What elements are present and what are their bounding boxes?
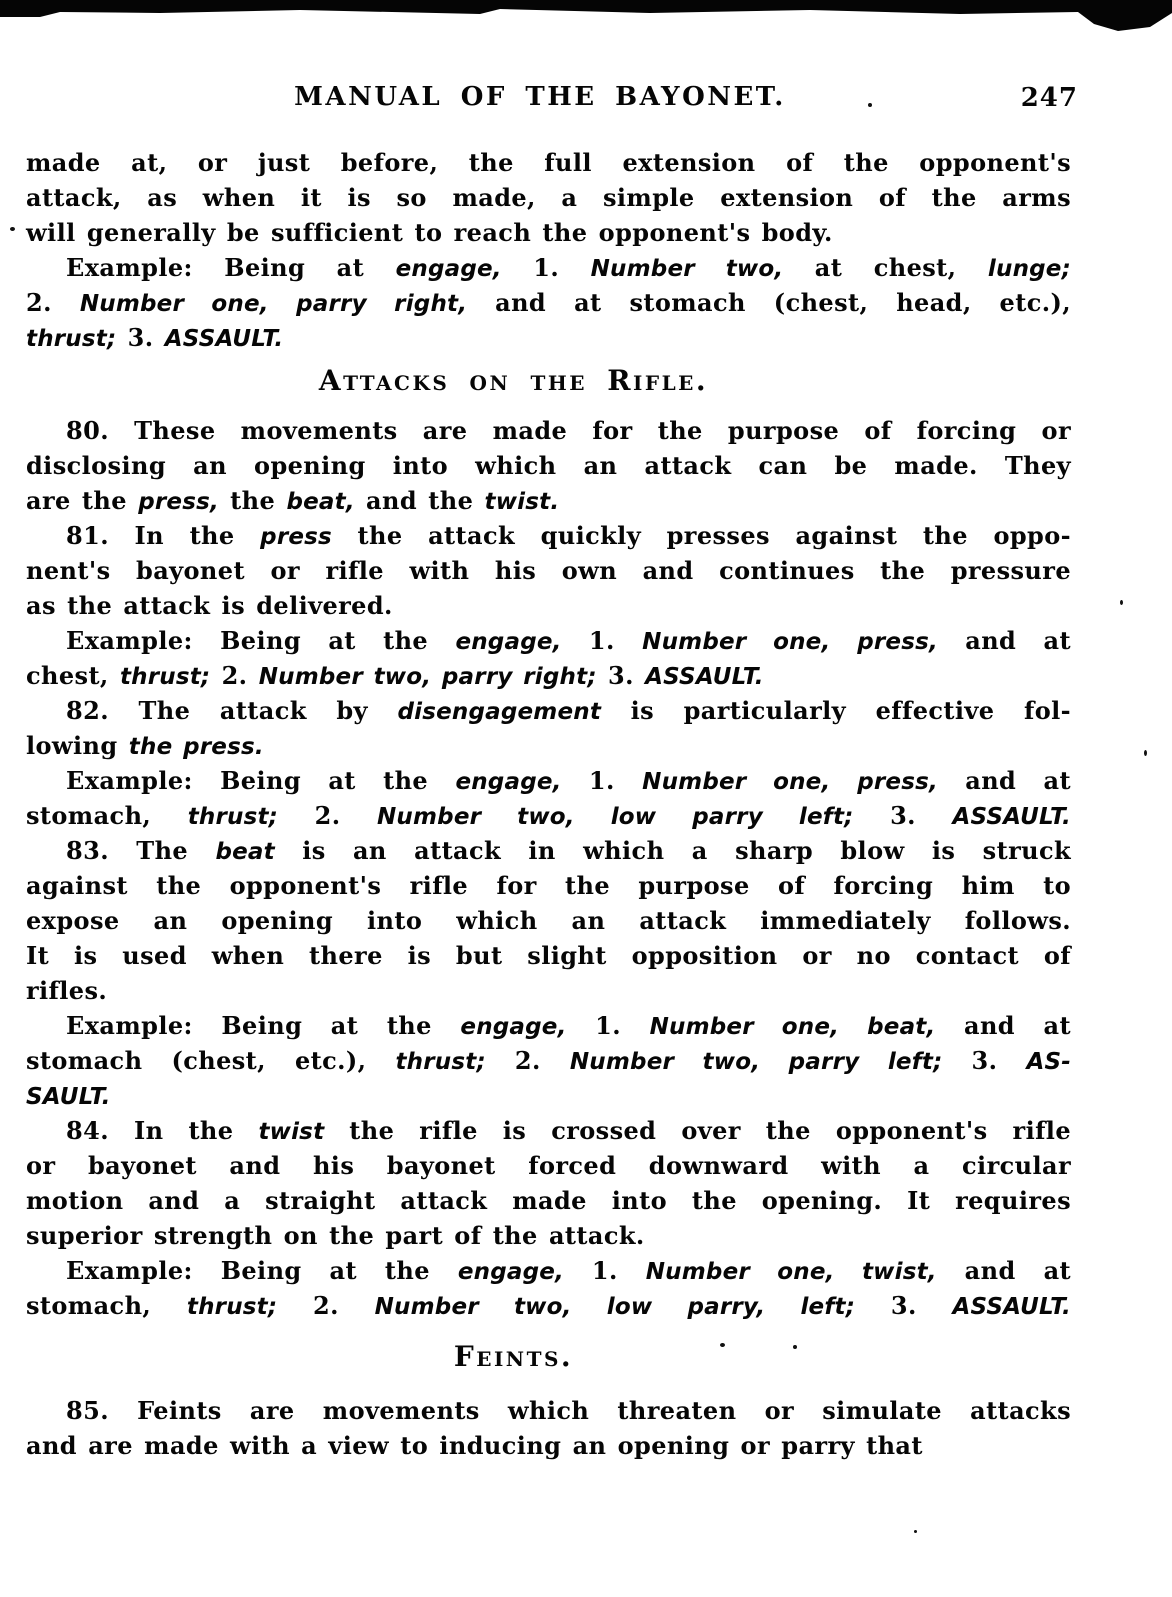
body-text: motion and a straight attack made into the opening. It requires [26,1186,1071,1215]
text-line [26,145,1071,180]
running-header [0,82,1172,116]
text-line [26,1078,1071,1113]
emphasis-text: beat [215,839,275,865]
body-text: are the [26,486,139,515]
emphasis-text: Number one, twist, [645,1259,937,1285]
emphasis-text: disengagement [397,699,602,725]
text-line [26,868,1071,903]
body-text: made at, or just before, the full extension of the opponent's [26,148,1071,177]
body-text: 83. The [66,836,216,865]
emphasis-text: engage, [460,1014,567,1040]
paragraph [26,1253,1071,1323]
body-text: the rifle is crossed over the opponent's rifle [324,1116,1071,1145]
paragraph [26,1393,1071,1463]
body-text: and the [354,486,485,515]
body-text: 2. [278,801,377,830]
body-text: attack, as when it is so made, a simple extension of the arms [26,183,1071,212]
text-line [26,1218,1071,1253]
emphasis-text: engage, [455,769,562,795]
emphasis-text: Number one, press, [642,769,938,795]
body-text: 1. [564,1256,646,1285]
text-line [26,1148,1071,1183]
emphasis-text: thrust; [119,664,211,690]
ink-speck [1120,600,1123,605]
text-line [26,763,1071,798]
emphasis-text: press, [138,489,219,515]
text-line [26,1393,1071,1428]
page-title: MANUAL OF THE BAYONET. [294,82,786,112]
emphasis-text: SAULT. [26,1084,111,1110]
text-line [26,250,1071,285]
body-text: is particularly effective fol- [601,696,1071,725]
text-line [26,658,1071,693]
emphasis-text: Number two, parry right; [258,664,597,690]
section-heading: Attacks on the Rifle. [318,364,709,397]
emphasis-text: Number one, parry right, [79,291,468,317]
paragraph [26,763,1071,833]
body-text: 3. [596,661,646,690]
body-text: will generally be sufficient to reach the opponent's body. [26,218,833,247]
paragraph [26,623,1071,693]
emphasis-text: twist. [484,489,560,515]
body-text: 3. [855,1291,953,1320]
text-line [26,215,1071,250]
body-text: 2. [26,288,80,317]
body-text: as the attack is delivered. [26,591,393,620]
text-line [26,448,1071,483]
text-line [26,320,1071,355]
paragraph [26,518,1071,623]
body-text: or bayonet and his bayonet forced downward with a circular [26,1151,1071,1180]
body-text: 85. Feints are movements which threaten or simulate attacks [66,1396,1071,1425]
body-text: the [218,486,287,515]
text-line [26,903,1071,938]
emphasis-text: AS- [1026,1049,1071,1075]
text-line [26,1428,1071,1463]
emphasis-text: ASSAULT. [952,804,1071,830]
emphasis-text: Number one, beat, [649,1014,936,1040]
body-text: 2. [485,1046,570,1075]
body-text: 82. The attack by [66,696,398,725]
scan-bar-shape [0,0,1172,40]
text-line [26,973,1071,1008]
body-text: 1. [561,626,643,655]
body-text: stomach, [26,1291,187,1320]
emphasis-text: ASSAULT. [952,1294,1071,1320]
text-line [26,623,1071,658]
body-text: chest, [26,661,120,690]
body-text: 2. [210,661,259,690]
body-text: and at [937,626,1071,655]
emphasis-text: Number two, parry left; [569,1049,943,1075]
page-number: 247 [1020,83,1078,113]
body-text: superior strength on the part of the attack. [26,1221,645,1250]
body-text: 3. [942,1046,1027,1075]
body-text: and at stomach (chest, head, etc.), [467,288,1071,317]
text-line [26,728,1071,763]
emphasis-text: Number two, low parry left; [376,804,854,830]
ink-speck [793,1345,797,1349]
paragraph [26,1113,1071,1253]
text-line [26,1113,1071,1148]
paragraph [26,413,1071,518]
emphasis-text: thrust; [186,1294,278,1320]
paragraph [26,250,1071,355]
body-text: Example: Being at the [66,1011,461,1040]
body-text: against the opponent's rifle for the purpose of forcing him to [26,871,1071,900]
emphasis-text: the press. [128,734,264,760]
body-text: 1. [501,253,591,282]
body-text: nent's bayonet or rifle with his own and continues the pressure [26,556,1071,585]
text-line [26,483,1071,518]
paragraph [26,833,1071,1008]
text-line [26,413,1071,448]
body-text: It is used when there is but slight opposition or no contact of [26,941,1071,970]
emphasis-text: engage, [455,629,562,655]
body-text: stomach (chest, etc.), [26,1046,396,1075]
body-text: 84. In the [66,1116,259,1145]
ink-speck [10,227,15,231]
text-line [26,1008,1071,1043]
page-content [26,145,1071,1463]
body-text: Example: Being at the [66,1256,458,1285]
emphasis-text: Number two, [590,256,784,282]
body-text: Example: Being at the [66,626,456,655]
emphasis-text: engage, [457,1259,564,1285]
emphasis-text: Number two, low parry, left; [374,1294,856,1320]
emphasis-text: beat, [286,489,355,515]
body-text: 3. [116,323,165,352]
text-line [26,285,1071,320]
text-line [26,798,1071,833]
body-text: and at [935,1011,1071,1040]
text-line [26,693,1071,728]
body-text: 1. [561,766,643,795]
scan-artifact-top-bar [0,0,1172,40]
ink-speck [868,103,872,107]
body-text: 81. In the [66,521,261,550]
body-text: lowing [26,731,129,760]
emphasis-text: thrust; [26,326,117,352]
text-line [26,588,1071,623]
body-text: disclosing an opening into which an attack can be made. They [26,451,1071,480]
text-line [26,1043,1071,1078]
paragraph [26,145,1071,250]
paragraph [26,693,1071,763]
body-text: and at [936,1256,1072,1285]
text-line [26,833,1071,868]
body-text: is an attack in which a sharp blow is struck [274,836,1072,865]
body-text: 80. These movements are made for the purpose of forcing or [66,416,1071,445]
text-line [26,180,1071,215]
text-line [26,1288,1071,1323]
body-text: 1. [566,1011,650,1040]
body-text: stomach, [26,801,188,830]
emphasis-text: lunge; [987,256,1071,282]
section-heading: Feints. [453,1340,574,1373]
text-line [26,1183,1071,1218]
paragraph [26,1008,1071,1113]
body-text: 2. [277,1291,375,1320]
body-text: the attack quickly presses against the oppo- [331,521,1072,550]
ink-speck [720,1343,725,1347]
emphasis-text: twist [258,1119,325,1145]
text-line [26,1253,1071,1288]
text-line [26,518,1071,553]
emphasis-text: thrust; [395,1049,486,1075]
text-line [26,553,1071,588]
emphasis-text: ASSAULT. [164,326,284,352]
emphasis-text: ASSAULT. [645,664,764,690]
emphasis-text: engage, [395,256,502,282]
body-text: at chest, [783,253,988,282]
emphasis-text: Number one, press, [642,629,938,655]
body-text: 3. [853,801,953,830]
body-text: Example: Being at [66,253,396,282]
ink-speck [914,1530,917,1533]
body-text: Example: Being at the [66,766,456,795]
ink-speck [1144,750,1147,756]
emphasis-text: press [260,524,332,550]
body-text: and are made with a view to inducing an opening or parry that [26,1431,923,1460]
body-text: rifles. [26,976,108,1005]
body-text: and at [937,766,1071,795]
text-line [26,938,1071,973]
emphasis-text: thrust; [187,804,279,830]
body-text: expose an opening into which an attack immediately follows. [26,906,1071,935]
